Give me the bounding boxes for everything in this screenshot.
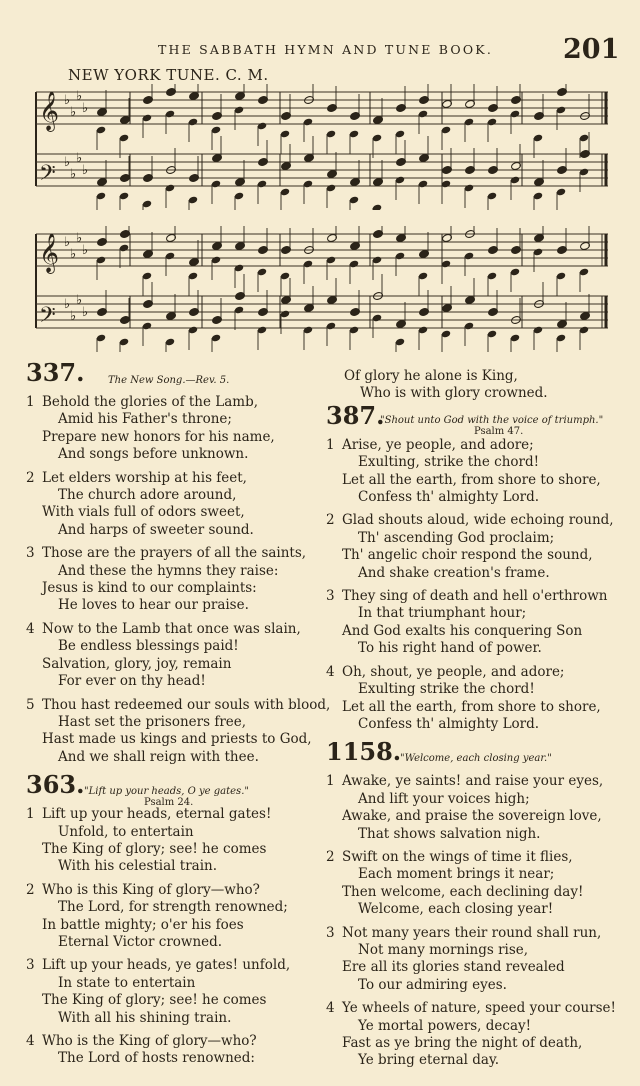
verse-number: 3 [326, 924, 335, 941]
verse [26, 806, 318, 876]
verse-line [26, 394, 318, 411]
verse-line [26, 882, 318, 899]
verse-line: Who is with glory crowned. [360, 385, 548, 402]
verse [26, 696, 331, 767]
verse-number: 1 [26, 806, 35, 823]
verse-group [26, 394, 331, 766]
verse-line [326, 925, 618, 942]
verse-number: 4 [326, 1000, 335, 1017]
hymn-subtitle: "Shout unto God with the voice of triumph." [380, 414, 604, 426]
flat-sign: ♭ [64, 235, 71, 250]
verse-line: To our admiring eyes. [358, 976, 507, 993]
hymn-psalm: Psalm 24. [144, 797, 194, 809]
flat-sign: ♭ [76, 151, 83, 166]
verse-line: And we shall reign with thee. [58, 748, 259, 765]
verse [26, 545, 318, 615]
verse [26, 882, 318, 952]
verse-first-line: They sing of death and hell o'erthrown [342, 588, 608, 605]
verse-first-line: Lift up your heads, eternal gates! [42, 806, 272, 823]
music-staff-svg-2 [30, 226, 612, 352]
flat-sign: ♭ [82, 101, 89, 116]
verse [326, 773, 618, 843]
verse-number: 1 [326, 436, 335, 453]
verse-line: The church adore around, [58, 487, 237, 504]
verse [326, 925, 618, 995]
verse-group [326, 773, 618, 1070]
flat-sign: ♭ [64, 155, 71, 170]
flat-sign: ♭ [70, 247, 77, 262]
verse-line: Hast made us kings and priests to God, [42, 731, 312, 748]
verse-line: And lift your voices high; [358, 790, 530, 807]
verse-line: The King of glory; see! he comes [42, 840, 267, 857]
verse-line [326, 437, 618, 454]
hymn-subtitle: "Welcome, each closing year." [400, 753, 552, 765]
hymn-number: 1158. [326, 737, 402, 767]
verse [26, 394, 318, 464]
verse-line: And songs before unknown. [58, 446, 249, 463]
verse-first-line: Thou hast redeemed our souls with blood, [42, 696, 331, 713]
verse-line: And shake creation's frame. [358, 564, 550, 581]
hymn-psalm: Psalm 47. [474, 425, 524, 437]
verse-number: 2 [26, 469, 35, 486]
hymn-387 [326, 400, 618, 734]
verse-line: Exulting strike the chord! [358, 681, 535, 698]
verse-first-line: Arise, ye people, and adore; [342, 436, 534, 453]
hymn-number: 387. [326, 400, 385, 430]
music-system-1 [30, 84, 612, 210]
verse-line: In battle mighty; o'er his foes [42, 916, 244, 933]
verse-line: Prepare new honors for his name, [42, 428, 275, 445]
left-column [26, 358, 331, 1074]
verse-line: Let all the earth, from shore to shore, [342, 471, 601, 488]
verse-number: 2 [326, 848, 335, 865]
hymn-number: 363. [26, 770, 85, 800]
running-title: THE SABBATH HYMN AND TUNE BOOK. [158, 42, 494, 57]
verse-first-line: Awake, ye saints! and raise your eyes, [342, 773, 604, 790]
verse-line: Confess th' almighty Lord. [358, 489, 540, 506]
verse-line [326, 773, 618, 790]
verse-line: To his right hand of power. [358, 640, 542, 657]
verse-number: 2 [26, 881, 35, 898]
verse-group [26, 806, 318, 1068]
verse-first-line: Lift up your heads, ye gates! unfold, [42, 957, 291, 974]
verse-line: In that triumphant hour; [358, 605, 527, 622]
verse-number: 5 [26, 696, 35, 713]
flat-sign: ♭ [76, 231, 83, 246]
verse-line: Confess th' almighty Lord. [358, 715, 540, 732]
treble-clef: 𝄞 [39, 91, 60, 131]
flat-sign: ♭ [70, 309, 77, 324]
verse-line: In state to entertain [58, 974, 196, 991]
verse [326, 664, 618, 734]
music-staff-svg-1 [30, 84, 612, 210]
verse-line: Awake, and praise the sovereign love, [342, 808, 602, 825]
verse-line: Be endless blessings paid! [58, 638, 239, 655]
verse [26, 1033, 318, 1068]
verse-first-line: Behold the glories of the Lamb, [42, 394, 259, 410]
verse-line [26, 696, 331, 714]
verse-line: He loves to hear our praise. [58, 597, 249, 614]
verse-number: 4 [26, 620, 35, 637]
flat-sign: ♭ [64, 297, 71, 312]
verse [326, 512, 618, 582]
verse-line: Then welcome, each declining day! [342, 883, 584, 900]
verse-line: With vials full of odors sweet, [42, 504, 245, 521]
hymn-363 [26, 770, 318, 1068]
verse-line: Each moment brings it near; [358, 866, 555, 883]
hymn-337 [26, 358, 331, 766]
verse-line: Salvation, glory, joy, remain [42, 655, 232, 672]
verse-first-line: Ye wheels of nature, speed your course! [342, 1000, 616, 1017]
verse-line: Th' angelic choir respond the sound, [342, 547, 593, 564]
verse-line: Hast set the prisoners free, [58, 713, 247, 730]
flat-sign: ♭ [76, 89, 83, 104]
verse-first-line: Now to the Lamb that once was slain, [42, 620, 301, 637]
right-column [326, 368, 618, 1076]
verse-line: With his celestial train. [58, 858, 218, 875]
verse-number: 2 [326, 512, 335, 529]
verse-number: 1 [26, 394, 35, 410]
verse-line: The King of glory; see! he comes [42, 992, 267, 1009]
verse-line: Amid his Father's throne; [58, 411, 232, 428]
hymn-1158 [326, 737, 618, 1070]
verse-line: Welcome, each closing year! [358, 901, 554, 918]
verse [326, 588, 618, 658]
music-system-2 [30, 226, 612, 352]
verse-line: With all his shining train. [58, 1009, 232, 1026]
flat-sign: ♭ [70, 105, 77, 120]
verse-line [26, 545, 318, 562]
verse-first-line: Those are the prayers of all the saints, [42, 545, 307, 562]
verse-first-line: Swift on the wings of time it flies, [342, 848, 573, 865]
verse-line: Th' ascending God proclaim; [358, 529, 555, 546]
hymn-header [26, 770, 318, 809]
verse-line [326, 849, 618, 866]
verse-number: 4 [26, 1033, 35, 1049]
verse-first-line: Glad shouts aloud, wide echoing round, [342, 512, 614, 529]
verse-line: That shows salvation nigh. [358, 825, 541, 842]
verse [326, 437, 618, 507]
verse-line: For ever on thy head! [58, 673, 206, 690]
verse-line: Eternal Victor crowned. [58, 933, 223, 950]
treble-clef: 𝄞 [39, 233, 60, 273]
verse-line: The Lord of hosts renowned: [58, 1050, 255, 1067]
verse-line: Unfold, to entertain [58, 823, 194, 840]
verse-line: Let all the earth, from shore to shore, [342, 698, 601, 715]
bass-clef: 𝄢 [39, 161, 56, 191]
hymn-header [326, 737, 618, 771]
verse-number: 3 [326, 588, 335, 605]
flat-sign: ♭ [82, 305, 89, 320]
verse-line [26, 470, 318, 487]
verse-line [326, 588, 618, 605]
verse-line: Not many mornings rise, [358, 941, 529, 958]
flat-sign: ♭ [76, 293, 83, 308]
verse-number: 1 [326, 773, 335, 790]
page-header [0, 34, 640, 68]
hymn-number: 337. [26, 358, 85, 387]
verse-group [326, 437, 618, 734]
verse-line: Ye bring eternal day. [358, 1052, 500, 1069]
verse-line: And these the hymns they raise: [58, 562, 279, 579]
verse-first-line: Oh, shout, ye people, and adore; [342, 663, 565, 680]
verse-line: Exulting, strike the chord! [358, 454, 540, 471]
verse-number: 3 [26, 957, 35, 974]
bass-clef: 𝄢 [39, 303, 56, 333]
verse-line: And God exalts his conquering Son [342, 622, 583, 639]
hymn-subtitle: "Lift up your heads, O ye gates." [84, 786, 249, 798]
verse-line: Ere all its glories stand revealed [342, 959, 565, 976]
verse [326, 849, 618, 919]
verse [26, 470, 318, 540]
flat-sign: ♭ [82, 243, 89, 258]
tune-title: NEW YORK TUNE. C. M. [68, 66, 269, 84]
flat-sign: ♭ [64, 93, 71, 108]
verse [326, 1000, 618, 1070]
verse-first-line: Let elders worship at his feet, [42, 469, 247, 486]
verse-line [326, 512, 618, 529]
verse-line: Ye mortal powers, decay! [358, 1017, 532, 1034]
verse-number: 4 [326, 663, 335, 680]
verse-line: Of glory he alone is King, [344, 368, 518, 384]
verse [26, 621, 318, 691]
verse-number: 3 [26, 545, 35, 562]
verse-first-line: Who is this King of glory—who? [42, 881, 260, 898]
verse-line: And harps of sweeter sound. [58, 521, 254, 538]
verse-line [326, 1000, 618, 1017]
page-number: 201 [563, 34, 620, 65]
flat-sign: ♭ [82, 163, 89, 178]
verse-line: Jesus is kind to our complaints: [42, 580, 257, 597]
verse-line [26, 1033, 318, 1050]
verse-line [326, 664, 618, 681]
verse-line: Fast as ye bring the night of death, [342, 1035, 583, 1051]
hymn-header [326, 400, 618, 437]
verse-line [26, 621, 318, 638]
verse-first-line: Who is the King of glory—who? [42, 1033, 257, 1049]
verse-line [26, 957, 318, 974]
hymn-header [26, 358, 318, 392]
verse [26, 957, 318, 1027]
verse-first-line: Not many years their round shall run, [342, 924, 602, 941]
verse-line: The Lord, for strength renowned; [58, 899, 288, 916]
flat-sign: ♭ [70, 167, 77, 182]
hymn-subtitle: The New Song.—Rev. 5. [108, 375, 230, 386]
